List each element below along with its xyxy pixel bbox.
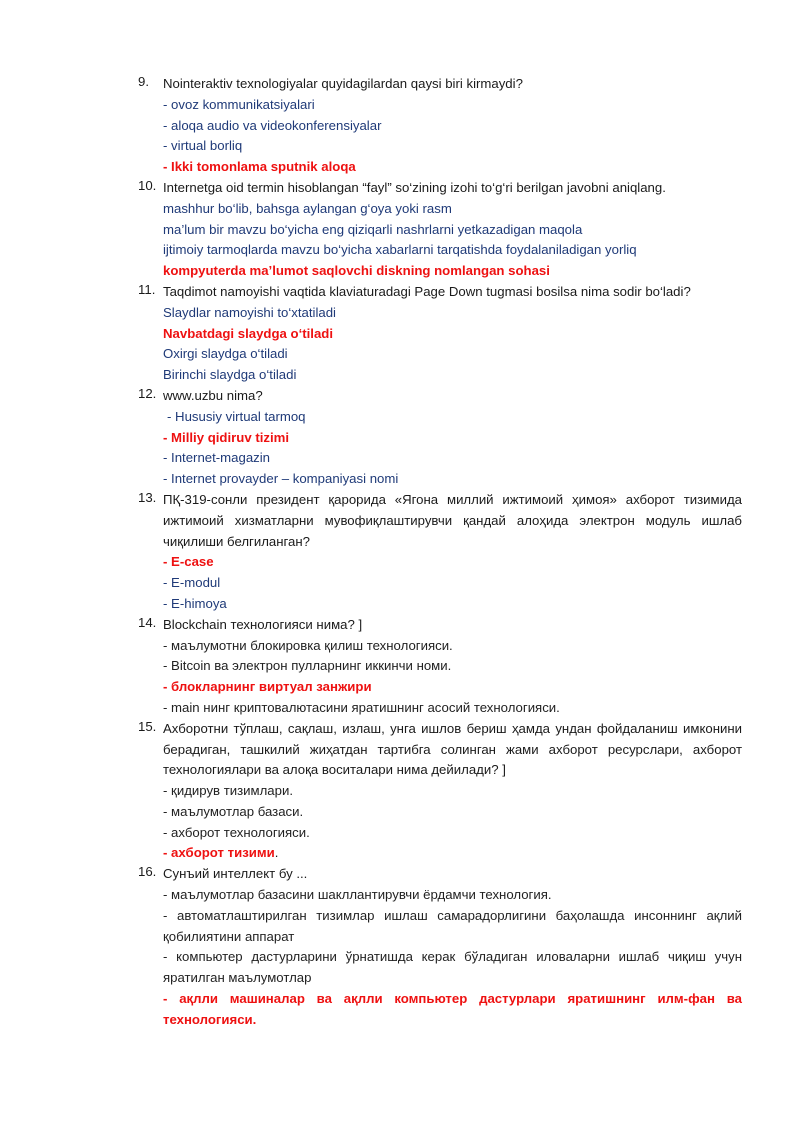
option: - Bitcoin ва электрон пулларнинг иккинчи номи. [163, 658, 452, 674]
question-text: Internetga oid termin hisoblangan “fayl” so‘zining izohi to‘g‘ri berilgan javobni aniqlang. [163, 179, 666, 195]
correct-answer: - Ikki tomonlama sputnik aloqa [163, 159, 356, 175]
question-number: 15. [138, 718, 157, 734]
question-text: ПҚ-319-сонли президент қарорида «Ягона миллий ижтимоий ҳимоя» ахборот тизимида ижтимоий хизматларни мувофиқлаштирувчи қандай алоҳида электрон модуль ишлаб чиқилиши белгиланган? [163, 491, 742, 549]
question-9 [138, 74, 742, 178]
question-number: 9. [138, 74, 149, 89]
question-15 [138, 719, 742, 865]
option: - ахборот технологияси. [163, 824, 310, 840]
question-text: Taqdimot namoyishi vaqtida klaviaturadagi Page Down tugmasi bosilsa nima sodir bo‘ladi? [163, 283, 691, 299]
question-text: Сунъий интеллект бу ... [163, 866, 308, 882]
option: - маълумотлар базаси. [163, 803, 304, 819]
question-10 [138, 178, 742, 282]
question-11 [138, 282, 742, 386]
option: - virtual borliq [163, 138, 243, 154]
option: - aloqa audio va videokonferensiyalar [163, 117, 382, 133]
option: - Internet-magazin [163, 450, 271, 466]
answer-suffix: . [274, 845, 279, 861]
option: ijtimoiy tarmoqlarda mavzu bo‘yicha xabarlarni tarqatishda foydalaniladigan yorliq [163, 242, 637, 258]
correct-answer: - Milliy qidiruv tizimi [163, 429, 290, 445]
question-12 [138, 386, 742, 490]
option: - E-modul [163, 575, 221, 591]
answer-line [163, 843, 742, 864]
question-number: 14. [138, 614, 157, 630]
option: - қидирув тизимлари. [163, 783, 293, 799]
correct-answer: kompyuterda ma’lumot saqlovchi diskning nomlangan sohasi [163, 263, 550, 279]
option: - main нинг криптовалютасини яратишнинг асосий технологияси. [163, 699, 560, 715]
question-list [138, 74, 742, 1031]
question-number: 11. [138, 281, 156, 297]
option: mashhur bo‘lib, bahsga aylangan g‘oya yoki rasm [163, 200, 452, 216]
correct-answer: - E-case [163, 554, 214, 570]
question-text: Blockchain технологияси нима? ] [163, 616, 363, 632]
option: - E-himoya [163, 595, 227, 611]
question-number: 12. [138, 385, 157, 401]
correct-answer: Navbatdagi slaydga o‘tiladi [163, 325, 334, 341]
question-number: 10. [138, 177, 157, 193]
option: - автоматлаштирилган тизимлар ишлаш самарадорлигини баҳолашда инсоннинг ақлий қобилиятини аппарат [163, 907, 742, 944]
question-text: www.uzbu nima? [163, 387, 263, 403]
option: Birinchi slaydga o‘tiladi [163, 367, 297, 383]
option: Slaydlar namoyishi to‘xtatiladi [163, 304, 336, 320]
option: - маълумотлар базасини шакллантирувчи ёрдамчи технология. [163, 887, 552, 903]
question-16 [138, 864, 742, 1030]
question-text: Ахборотни тўплаш, сақлаш, излаш, унга ишлов бериш ҳамда ундан фойдаланиш имконини берадиган, ташкилий жиҳатдан тартибга солинган жами ахборот ресурслари, ахборот технологиялари ва алоқа воситалари нима дейилади? ] [163, 720, 742, 778]
option: - маълумотни блокировка қилиш технологияси. [163, 637, 453, 653]
option: Oxirgi slaydga o‘tiladi [163, 346, 288, 362]
option: ma’lum bir mavzu bo‘yicha eng qiziqarli nashrlarni yetkazadigan maqola [163, 221, 583, 237]
correct-answer: - блокларнинг виртуал занжири [163, 679, 372, 695]
option: - ovoz kommunikatsiyalari [163, 96, 315, 112]
question-number: 13. [138, 489, 157, 505]
correct-answer: - ақлли машиналар ва ақлли компьютер дастурлари яратишнинг илм-фан ва технологияси. [163, 991, 742, 1027]
question-number: 16. [138, 864, 157, 880]
option: - компьютер дастурларини ўрнатишда керак бўладиган иловаларни ишлаб чиқиш учун яратилган маълумотлар [163, 949, 742, 986]
option: - Hususiy virtual tarmoq [167, 408, 306, 424]
correct-answer: - ахборот тизими [163, 845, 275, 861]
question-13 [138, 490, 742, 615]
question-text: Nointeraktiv texnologiyalar quyidagilardan qaysi biri kirmaydi? [163, 76, 523, 91]
option: - Internet provayder – kompaniyasi nomi [163, 471, 399, 487]
question-14 [138, 615, 742, 719]
